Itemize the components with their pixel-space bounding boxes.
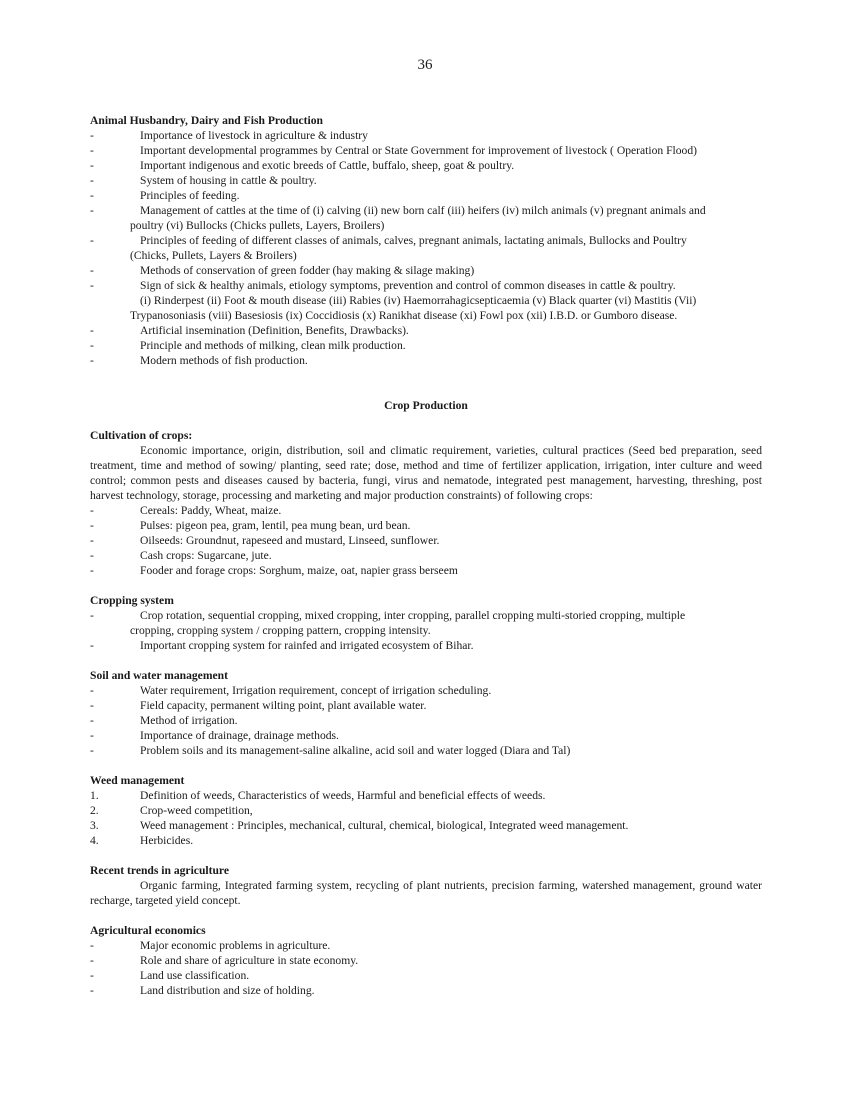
bullet-dash: -: [90, 279, 94, 292]
list-item: - Crop rotation, sequential cropping, mixed cropping, inter cropping, parallel cropping multi-storied cropping, multiple: [90, 609, 686, 622]
bullet-dash: -: [90, 339, 94, 352]
bullet-dash: -: [90, 234, 94, 247]
bullet-dash: -: [90, 969, 94, 982]
list-item: 1. Definition of weeds, Characteristics of weeds, Harmful and beneficial effects of weeds.: [90, 789, 546, 802]
list-item-continuation: cropping, cropping system / cropping pattern, cropping intensity.: [130, 624, 431, 637]
page-number: 36: [417, 57, 433, 73]
bullet-dash: -: [90, 549, 94, 562]
list-item: - Important developmental programmes by Central or State Government for improvement of livestock ( Operation Flood): [90, 144, 697, 157]
bullet-dash: -: [90, 129, 94, 142]
list-item: - Field capacity, permanent wilting point, plant available water.: [90, 699, 427, 712]
section-title-animal-husbandry: Animal Husbandry, Dairy and Fish Production: [90, 114, 324, 127]
disease-list-line: Trypanosoniasis (viii) Basesiosis (ix) Coccidiosis (x) Ranikhat disease (xi) Fowl pox (xii) I.B.D. or Gumboro disease.: [130, 309, 678, 322]
list-item: - Importance of drainage, drainage methods.: [90, 729, 339, 742]
list-item: - Problem soils and its management-saline alkaline, acid soil and water logged (Diara and Tal): [90, 744, 571, 757]
bullet-dash: -: [90, 744, 94, 757]
list-item: - Important cropping system for rainfed and irrigated ecosystem of Bihar.: [90, 639, 474, 652]
list-item: - Pulses: pigeon pea, gram, lentil, pea mung bean, urd bean.: [90, 519, 411, 532]
list-item: - System of housing in cattle & poultry.: [90, 174, 317, 187]
list-item: - Oilseeds: Groundnut, rapeseed and mustard, Linseed, sunflower.: [90, 534, 440, 547]
list-number: 1.: [90, 789, 99, 802]
bullet-dash: -: [90, 684, 94, 697]
cultivation-paragraph: Economic importance, origin, distribution, soil and climatic requirement, varieties, cultural practices (Seed bed preparation, seed treatment, time and method of sowing/ planting, seed rate; dose, method and time of fertilizer application, irrigation, inter culture and weed control; common pests and diseases caused by bacteria, fungi, virus and nematode, integrated pest management, harvesting, threshing, post harvest technology, storage, processing and marketing and major production constraints) of following crops:: [90, 444, 762, 502]
list-item: - Sign of sick & healthy animals, etiology symptoms, prevention and control of common diseases in cattle & poultry.: [90, 279, 676, 292]
list-item: - Major economic problems in agriculture.: [90, 939, 331, 952]
bullet-dash: -: [90, 204, 94, 217]
list-item: - Cereals: Paddy, Wheat, maize.: [90, 504, 282, 517]
list-number: 3.: [90, 819, 99, 832]
list-item-continuation: (Chicks, Pullets, Layers & Broilers): [130, 249, 297, 262]
bullet-dash: -: [90, 174, 94, 187]
bullet-dash: -: [90, 609, 94, 622]
list-item: - Important indigenous and exotic breeds of Cattle, buffalo, sheep, goat & poultry.: [90, 159, 515, 172]
subsection-title-weed: Weed management: [90, 774, 185, 787]
list-item: - Principle and methods of milking, clean milk production.: [90, 339, 406, 352]
list-number: 4.: [90, 834, 99, 847]
bullet-dash: -: [90, 939, 94, 952]
bullet-dash: -: [90, 729, 94, 742]
subsection-title-cultivation: Cultivation of crops:: [90, 429, 193, 442]
list-item: 3. Weed management : Principles, mechanical, cultural, chemical, biological, Integrated weed management.: [90, 819, 629, 832]
bullet-dash: -: [90, 519, 94, 532]
subsection-title-soil-water: Soil and water management: [90, 669, 228, 682]
section-title-crop-production: Crop Production: [384, 399, 468, 412]
list-item: - Water requirement, Irrigation requirement, concept of irrigation scheduling.: [90, 684, 492, 697]
list-item: - Importance of livestock in agriculture & industry: [90, 129, 368, 142]
list-item: - Management of cattles at the time of (i) calving (ii) new born calf (iii) heifers (iv) milch animals (v) pregnant animals and: [90, 204, 706, 217]
list-item: - Method of irrigation.: [90, 714, 238, 727]
list-item: - Modern methods of fish production.: [90, 354, 308, 367]
bullet-dash: -: [90, 354, 94, 367]
list-item-continuation: poultry (vi) Bullocks (Chicks pullets, Layers, Broilers): [130, 219, 385, 232]
bullet-dash: -: [90, 159, 94, 172]
bullet-dash: -: [90, 954, 94, 967]
bullet-dash: -: [90, 189, 94, 202]
subsection-title-cropping-system: Cropping system: [90, 594, 174, 607]
list-item: - Fooder and forage crops: Sorghum, maize, oat, napier grass berseem: [90, 564, 458, 577]
bullet-dash: -: [90, 144, 94, 157]
disease-list-line: (i) Rinderpest (ii) Foot & mouth disease (iii) Rabies (iv) Haemorrahagicsepticaemia (v) Black quarter (vi) Mastitis (Vii): [140, 294, 697, 307]
bullet-dash: -: [90, 504, 94, 517]
bullet-dash: -: [90, 699, 94, 712]
list-item: - Methods of conservation of green fodder (hay making & silage making): [90, 264, 475, 277]
list-item: 4. Herbicides.: [90, 834, 194, 847]
list-item: - Land distribution and size of holding.: [90, 984, 315, 997]
page-content: [90, 113, 762, 998]
list-item: - Principles of feeding of different classes of animals, calves, pregnant animals, lactating animals, Bullocks and Poultry: [90, 234, 687, 247]
bullet-dash: -: [90, 714, 94, 727]
subsection-title-agri-economics: Agricultural economics: [90, 924, 206, 937]
list-item: - Cash crops: Sugarcane, jute.: [90, 549, 272, 562]
list-number: 2.: [90, 804, 99, 817]
bullet-dash: -: [90, 264, 94, 277]
recent-trends-paragraph: Organic farming, Integrated farming system, recycling of plant nutrients, precision farming, watershed management, ground water recharge, targeted yield concept.: [90, 879, 762, 907]
list-item: - Role and share of agriculture in state economy.: [90, 954, 359, 967]
list-item: - Land use classification.: [90, 969, 250, 982]
bullet-dash: -: [90, 639, 94, 652]
list-item: 2. Crop-weed competition,: [90, 804, 253, 817]
bullet-dash: -: [90, 534, 94, 547]
bullet-dash: -: [90, 324, 94, 337]
bullet-dash: -: [90, 984, 94, 997]
subsection-title-recent-trends: Recent trends in agriculture: [90, 864, 230, 877]
bullet-dash: -: [90, 564, 94, 577]
list-item: - Principles of feeding.: [90, 189, 240, 202]
list-item: - Artificial insemination (Definition, Benefits, Drawbacks).: [90, 324, 409, 337]
